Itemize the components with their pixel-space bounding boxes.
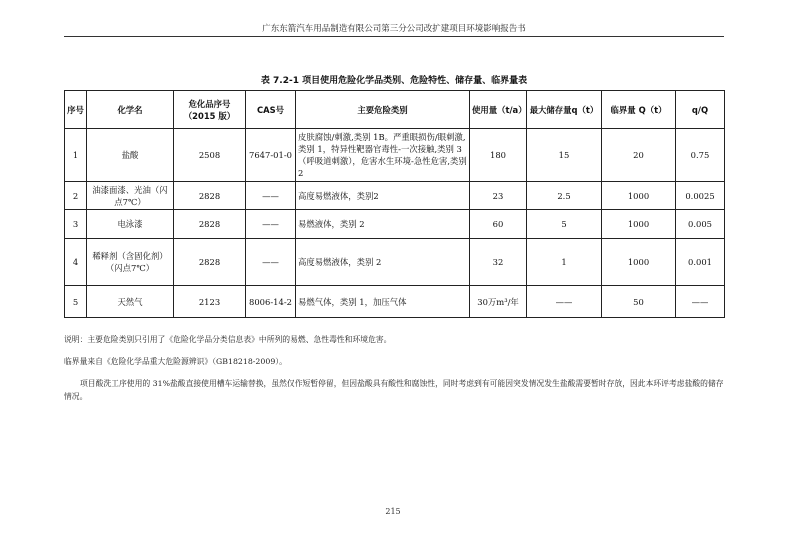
cell-usage: 60	[470, 210, 527, 239]
cell-seq: 2828	[174, 182, 246, 210]
cell-storage: 2.5	[527, 182, 602, 210]
cell-critical: 1000	[602, 210, 676, 239]
cell-critical: 1000	[602, 239, 676, 286]
note-critical-source: 临界量来自《危险化学品重大危险源辨识》（GB18218-2009）。	[64, 357, 287, 366]
cell-hazard: 皮肤腐蚀/刺激,类别 1B。严重眼损伤/眼刺激,类别 1，特异性靶器官毒性-一次接触,类别 3（呼吸道刺激），危害水生环境-急性危害,类别 2	[296, 129, 470, 182]
cell-hazard: 高度易燃液体，类别 2	[296, 239, 470, 286]
cell-ratio: 0.0025	[676, 182, 725, 210]
cell-no: 1	[65, 129, 87, 182]
cell-ratio: 0.001	[676, 239, 725, 286]
cell-seq: 2123	[174, 286, 246, 318]
cell-hazard: 易燃气体，类别 1，加压气体	[296, 286, 470, 318]
cell-cas: 8006-14-2	[246, 286, 296, 318]
col-header-usage: 使用量（t/a）	[470, 91, 527, 129]
cell-cas: ——	[246, 182, 296, 210]
col-header-name: 化学名	[87, 91, 174, 129]
cell-name: 盐酸	[87, 129, 174, 182]
cell-name: 油漆面漆、光油（闪点7℃）	[87, 182, 174, 210]
page-header: 广东东箭汽车用品制造有限公司第三分公司改扩建项目环境影响报告书	[262, 24, 526, 34]
col-header-cas: CAS号	[246, 91, 296, 129]
cell-cas: ——	[246, 239, 296, 286]
cell-storage: 15	[527, 129, 602, 182]
cell-cas: 7647-01-0	[246, 129, 296, 182]
table-header-row	[65, 91, 725, 129]
cell-seq: 2828	[174, 239, 246, 286]
cell-no: 3	[65, 210, 87, 239]
cell-name: 天然气	[87, 286, 174, 318]
cell-hazard: 易燃液体，类别 2	[296, 210, 470, 239]
cell-usage: 30万m³/年	[470, 286, 527, 318]
cell-no: 5	[65, 286, 87, 318]
cell-ratio: 0.75	[676, 129, 725, 182]
hazardous-chemicals-table	[64, 90, 725, 318]
table-row	[65, 286, 725, 318]
col-header-hazard: 主要危险类别	[296, 91, 470, 129]
cell-ratio: 0.005	[676, 210, 725, 239]
cell-critical: 50	[602, 286, 676, 318]
table-caption: 表 7.2-1 项目使用危险化学品类别、危险特性、储存量、临界量表	[260, 76, 528, 86]
cell-seq: 2828	[174, 210, 246, 239]
cell-storage: 1	[527, 239, 602, 286]
cell-storage: ——	[527, 286, 602, 318]
cell-name: 电泳漆	[87, 210, 174, 239]
cell-critical: 20	[602, 129, 676, 182]
cell-critical: 1000	[602, 182, 676, 210]
col-header-critical: 临界量 Q（t）	[602, 91, 676, 129]
cell-usage: 23	[470, 182, 527, 210]
col-header-ratio: q/Q	[676, 91, 725, 129]
col-header-seq: 危化品序号（2015 版）	[174, 91, 246, 129]
table-row	[65, 239, 725, 286]
note-hydrochloric-acid: 项目酸洗工序使用的 31%盐酸直接使用槽车运输替换，虽然仅作短暂停留，但因盐酸具有酸性和腐蚀性，同时考虑到有可能因突发情况发生盐酸需要暂时存放，因此本环评考虑盐酸的储存情况。	[64, 379, 724, 401]
cell-cas: ——	[246, 210, 296, 239]
cell-seq: 2508	[174, 129, 246, 182]
cell-no: 2	[65, 182, 87, 210]
table-row	[65, 210, 725, 239]
col-header-storage: 最大储存量q（t）	[527, 91, 602, 129]
note-explanation: 说明：主要危险类别只引用了《危险化学品分类信息表》中所列的易燃、急性毒性和环境危害。	[64, 335, 392, 344]
cell-storage: 5	[527, 210, 602, 239]
cell-usage: 180	[470, 129, 527, 182]
table-row	[65, 129, 725, 182]
cell-no: 4	[65, 239, 87, 286]
cell-ratio: ——	[676, 286, 725, 318]
cell-usage: 32	[470, 239, 527, 286]
table-row	[65, 182, 725, 210]
cell-hazard: 高度易燃液体，类别2	[296, 182, 470, 210]
cell-name: 稀释剂（含固化剂）（闪点7℃）	[87, 239, 174, 286]
col-header-no: 序号	[65, 91, 87, 129]
page-number: 215	[385, 507, 401, 516]
header-divider	[64, 36, 724, 37]
